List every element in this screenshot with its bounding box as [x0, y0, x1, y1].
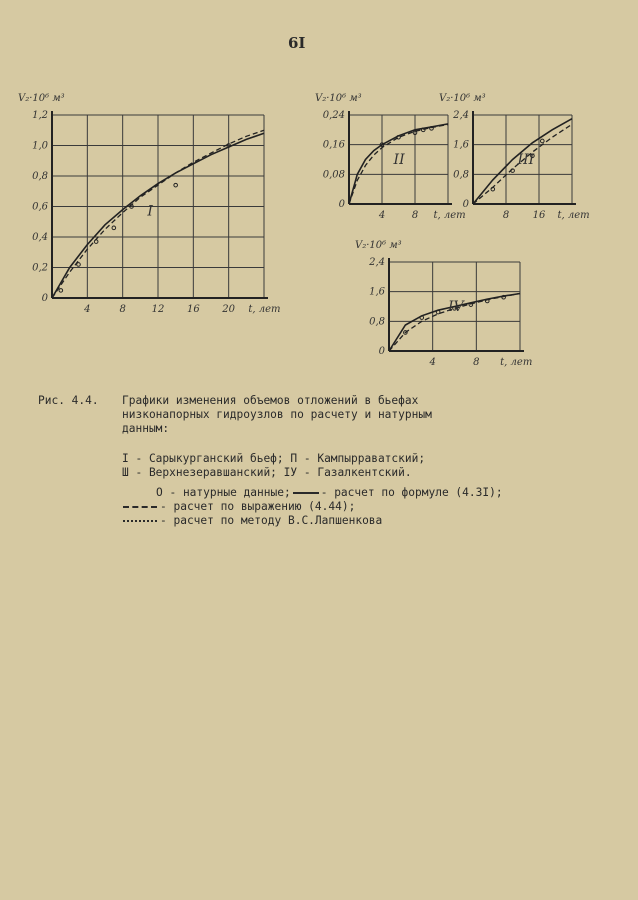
y-tick-label: 0	[378, 346, 385, 357]
x-axis-label: t, лет	[557, 210, 590, 221]
caption-line-1: Графики изменения объемов отложений в бьефах	[122, 394, 419, 407]
x-tick-label: 4	[429, 357, 436, 368]
y-axis-label: V₂·10⁶ м³	[439, 93, 486, 104]
x-axis-label: t, лет	[433, 210, 466, 221]
caption-line-3: данным:	[122, 422, 170, 435]
y-tick-label: 0,8	[369, 316, 385, 328]
x-tick-label: 8	[119, 304, 126, 315]
y-tick-label: 0,16	[322, 139, 345, 151]
y-axis-label: V₂·10⁶ м³	[18, 93, 65, 104]
caption-line-2: низконапорных гидроузлов по расчету и натурным	[122, 408, 432, 421]
y-tick-label: 0,4	[32, 232, 48, 243]
x-axis-label: t, лет	[248, 304, 281, 315]
legend-line-4	[120, 500, 355, 514]
legend-line-5	[120, 514, 382, 528]
y-axis-label: V₂·10⁶ м³	[355, 240, 402, 251]
series-roman-label: II	[393, 151, 405, 168]
y-tick-label: 0	[338, 199, 345, 210]
y-tick-label: 1,2	[32, 110, 48, 121]
x-tick-label: 8	[411, 210, 419, 221]
y-tick-label: 1,6	[369, 286, 385, 298]
x-tick-label: 8	[502, 210, 510, 221]
x-tick-label: 4	[378, 210, 386, 221]
x-tick-label: 16	[532, 210, 546, 221]
x-tick-label: 12	[151, 304, 165, 315]
series-roman-label: III	[517, 151, 535, 168]
x-axis-label: t, лет	[500, 357, 533, 368]
figure-number: Рис. 4.4.	[38, 394, 99, 407]
y-tick-label: 0,8	[32, 171, 48, 182]
y-tick-label: 0,6	[32, 201, 48, 213]
y-tick-label: 2,4	[453, 110, 469, 121]
y-tick-label: 0,2	[32, 262, 48, 274]
dashdot-line-swatch	[123, 520, 157, 522]
y-tick-label: 0,8	[453, 169, 469, 181]
y-tick-label: 1,6	[453, 139, 469, 151]
series-roman-label: IV	[447, 298, 464, 315]
x-tick-label: 4	[84, 304, 91, 315]
caption-text	[122, 394, 552, 436]
legend-natural-data: О - натурные данные;	[156, 486, 291, 499]
x-tick-label: 8	[473, 357, 480, 368]
legend-line-1: I - Сарыкурганский бьеф; П - Кампырраватский;	[122, 452, 426, 465]
legend-expression: - расчет по выражению (4.44);	[160, 500, 356, 513]
legend-line-2: Ш - Верхнезеравшанский; IУ - Газалкентский.	[122, 466, 412, 479]
y-tick-label: 0	[462, 199, 469, 210]
y-tick-label: 1,0	[32, 140, 48, 152]
solid-line-swatch	[293, 492, 319, 494]
legend-line-3	[156, 486, 503, 500]
y-tick-label: 0,24	[322, 110, 345, 121]
x-tick-label: 20	[222, 304, 236, 315]
legend-formula: - расчет по формуле (4.3I);	[320, 486, 503, 499]
x-tick-label: 16	[186, 304, 200, 315]
y-tick-label: 2,4	[369, 257, 385, 268]
page-number: 6I	[288, 34, 306, 52]
y-tick-label: 0,08	[322, 169, 345, 181]
legend-lapshenkov: - расчет по методу В.С.Лапшенкова	[160, 514, 383, 527]
series-roman-label: I	[147, 203, 153, 220]
y-axis-label: V₂·10⁶ м³	[315, 93, 362, 104]
y-tick-label: 0	[41, 293, 48, 304]
dashed-line-swatch	[123, 506, 157, 508]
